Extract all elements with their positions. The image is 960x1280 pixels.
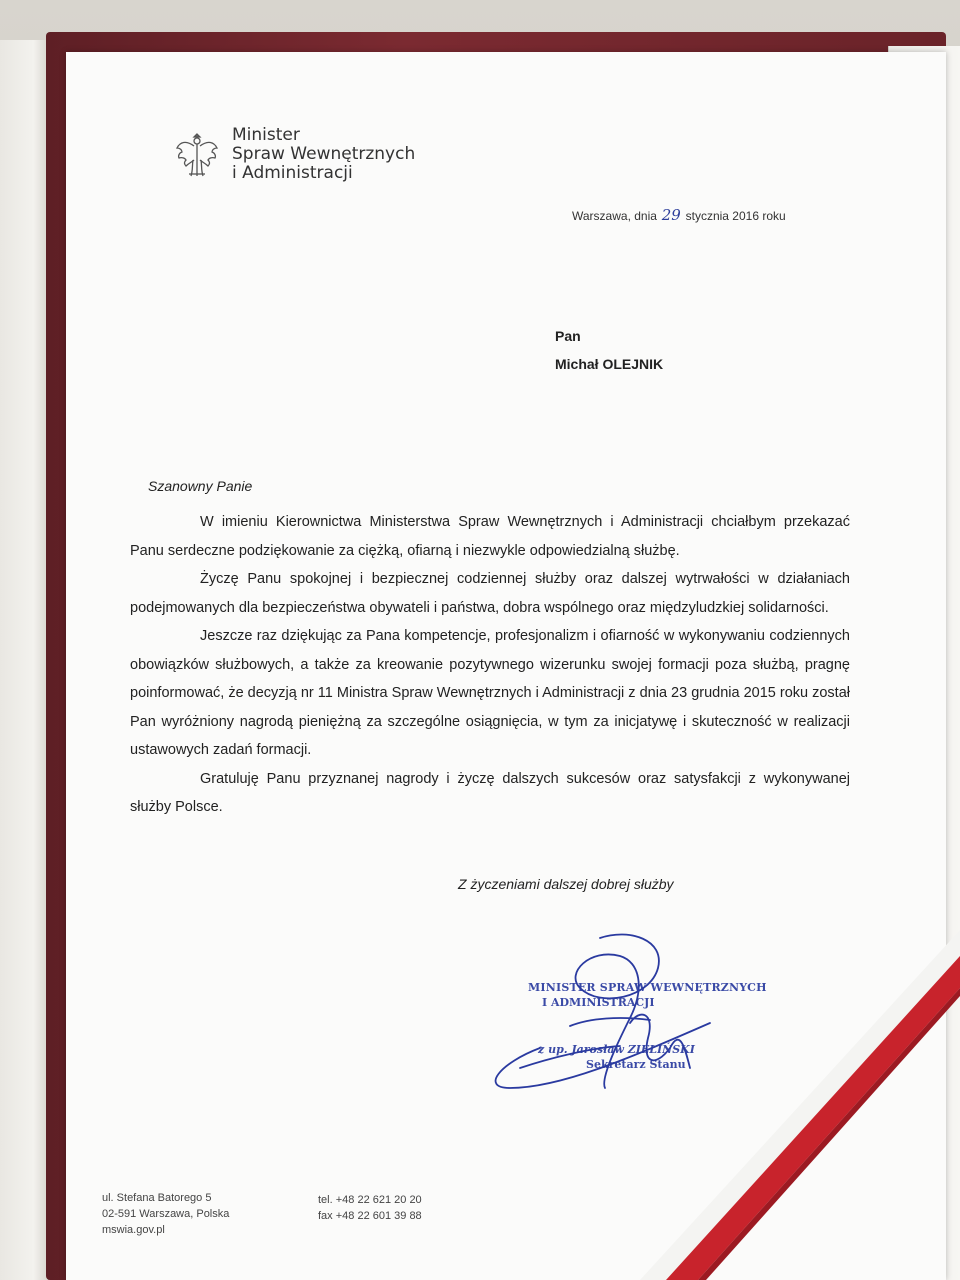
ministry-title [232,126,415,183]
date-line [572,206,786,224]
ministry-title-line3: i Administracji [232,163,353,183]
recipient-salutation: Pan [555,328,581,344]
folder-left-page [0,40,50,1280]
website-link[interactable]: mswia.gov.pl [102,1224,165,1236]
date-day-handwritten: 29 [661,206,681,224]
letter-paragraph: Gratuluję Panu przyznanej nagrody i życzę dalszych sukcesów oraz satysfakcji z wykonywanej służby Polsce. [130,770,850,815]
footer-address [102,1190,229,1238]
ministry-title-line2: Spraw Wewnętrznych [232,144,416,164]
address-city: 02-591 Warszawa, Polska [102,1208,230,1220]
national-ribbon [640,930,960,1280]
ministry-title-line1: Minister [232,125,300,145]
stamp-line2: I ADMINISTRACJI [542,996,655,1009]
recipient-name: Michał OLEJNIK [555,356,664,372]
stamp-line1: MINISTER SPRAW WEWNĘTRZNYCH [528,981,767,994]
stamp-line3: z up. Jarosław ZIELIŃSKI [538,1043,695,1056]
letter-closing: Z życzeniami dalszej dobrej służby [458,876,674,892]
letter-paragraph: Jeszcze raz dziękując za Pana kompetencje, profesjonalizm i ofiarność w wykonywaniu codziennych obowiązków służbowych, a także za kreowanie pozytywnego wizerunku swojej formacji poza służbą, pragnę poinformować, że decyzją nr 11 Ministra Spraw Wewnętrznych i Administracji z dnia 23 grudnia 2015 roku został Pan wyróżniony nagrodą pieniężną za szczególne osiągnięcia, w tym za inicjatywę i skuteczność w realizacji ustawowych zadań formacji. [130,628,850,758]
eagle-emblem-icon [174,130,220,180]
date-suffix: stycznia 2016 roku [685,209,786,223]
ribbon-white-stripe [640,930,960,1280]
stamp-line4: Sekretarz Stanu [586,1058,686,1071]
letter-paragraph: Życzę Panu spokojnej i bezpiecznej codziennej służby oraz dalszej wytrwałości w działaniach podejmowanych dla bezpieczeństwa obywateli i państwa, dobra wspólnego oraz międzyludzkiej solidarności. [130,571,850,616]
date-prefix: Warszawa, dnia [572,209,657,223]
phone-number: tel. +48 22 621 20 20 [318,1194,422,1206]
address-street: ul. Stefana Batorego 5 [102,1192,212,1204]
letter-greeting: Szanowny Panie [148,478,253,494]
footer-contact [318,1192,422,1224]
fax-number: fax +48 22 601 39 88 [318,1210,422,1222]
ribbon-red-stripe [666,956,960,1280]
letter-paragraph: W imieniu Kierownictwa Ministerstwa Spraw Wewnętrznych i Administracji chciałbym przekazać Panu serdeczne podziękowanie za ciężką, ofiarną i niezwykle odpowiedzialną służbę. [130,514,850,559]
letter-body [130,508,850,822]
